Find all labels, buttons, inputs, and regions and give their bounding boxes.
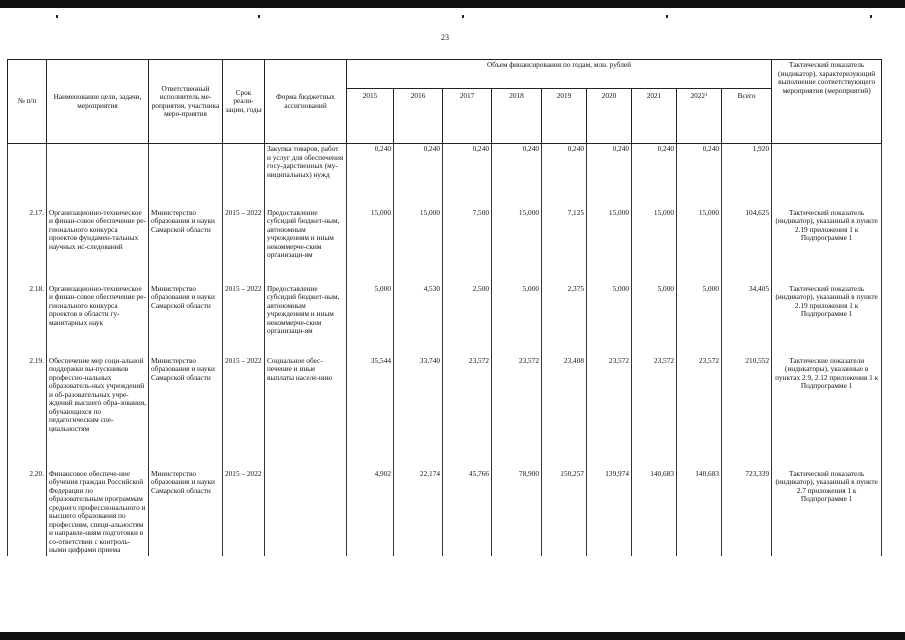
row-name: Обеспечение мер соци-альной поддержки вы-пускников профессио-нальных образователь-ных учреждений и об-разовательных учре-ждений высшего обра-зования, обучающихся по педагогическим спе-циальностям	[47, 356, 149, 469]
financing-table	[7, 59, 882, 556]
row-value: 4,530	[394, 284, 443, 356]
row-term: 2015 – 2022	[223, 208, 265, 284]
header-indicator: Тактический показатель (индикатор), характеризующий выполнение соответствующего мероприятия (мероприятий)	[772, 60, 882, 144]
row-value: 0,240	[677, 144, 722, 208]
row-value: 0,240	[632, 144, 677, 208]
row-responsible: Министерство образования и науки Самарской области	[149, 469, 223, 556]
row-value: 15,000	[394, 208, 443, 284]
row-form: Социальное обес-печение и иные выплаты населе-нию	[265, 356, 347, 469]
row-responsible: Министерство образования и науки Самарской области	[149, 284, 223, 356]
row-indicator: Тактические показатели (индикаторы), указанные в пунктах 2.9, 2.12 приложения 1 к Подпрограмме 1	[772, 356, 882, 469]
table-row	[8, 469, 882, 556]
header-term: Срок реали-зации, годы	[223, 60, 265, 144]
row-value: 15,000	[587, 208, 632, 284]
row-name: Финансовое обеспече-ние обучения граждан Российской Федерации по образовательным программам среднего профессионального и высшего образования по профессиям, специ-альностям и направле-ниям подготовки в со-ответствии с контроль-ными цифрами приема	[47, 469, 149, 556]
row-number: 2.19.	[8, 356, 47, 469]
row-value: 15,000	[677, 208, 722, 284]
row-total: 723,339	[722, 469, 772, 556]
row-value: 7,500	[443, 208, 492, 284]
row-number	[8, 144, 47, 208]
page-number: 23	[441, 33, 449, 42]
scan-speck	[462, 15, 464, 18]
row-value: 0,240	[394, 144, 443, 208]
scan-speck	[666, 15, 668, 18]
row-value: 139,974	[587, 469, 632, 556]
row-form: Закупка товаров, работ и услуг для обеспечения госу-дарственных (му-ниципальных) нужд	[265, 144, 347, 208]
row-value: 0,240	[492, 144, 542, 208]
row-value: 78,900	[492, 469, 542, 556]
row-value: 23,572	[443, 356, 492, 469]
row-value: 23,572	[632, 356, 677, 469]
header-year: 2018	[492, 89, 542, 144]
row-term: 2015 – 2022	[223, 356, 265, 469]
footnote-marker: 1	[705, 93, 708, 98]
header-year: 2015	[347, 89, 394, 144]
header-funding: Объем финансирования по годам, млн. рублей	[347, 60, 772, 89]
header-year: 2017	[443, 89, 492, 144]
header-year: 2021	[632, 89, 677, 144]
row-form: Предоставление субсидий бюджет-ным, автономным учреждениям и иным некоммерче-ским организаци-ям	[265, 284, 347, 356]
row-term: 2015 – 2022	[223, 469, 265, 556]
row-value: 2,500	[443, 284, 492, 356]
row-term	[223, 144, 265, 208]
header-total: Всего	[722, 89, 772, 144]
row-value: 23,572	[587, 356, 632, 469]
row-responsible: Министерство образования и науки Самарской области	[149, 356, 223, 469]
row-value: 5,000	[347, 284, 394, 356]
header-name: Наименование цели, задачи, мероприятия	[47, 60, 149, 144]
scan-speck	[870, 15, 872, 18]
header-year: 2020	[587, 89, 632, 144]
row-value: 23,572	[677, 356, 722, 469]
row-value: 0,240	[542, 144, 587, 208]
row-responsible	[149, 144, 223, 208]
row-total: 210,552	[722, 356, 772, 469]
row-value: 140,683	[677, 469, 722, 556]
row-number: 2.20.	[8, 469, 47, 556]
row-value: 0,240	[587, 144, 632, 208]
row-value: 5,000	[632, 284, 677, 356]
row-value: 7,125	[542, 208, 587, 284]
row-indicator: Тактический показатель (индикатор), указанный в пункте 2.19 приложения 1 к Подпрограмме 1	[772, 284, 882, 356]
row-value: 23,408	[542, 356, 587, 469]
row-form	[265, 469, 347, 556]
header-responsible: Ответственный исполнитель ме-роприятия, участника меро-приятия	[149, 60, 223, 144]
row-name: Организационно-техническое и финан-совое обеспечение ре-гионального конкурса проектов фундамен-тальных научных ис-следований	[47, 208, 149, 284]
row-value: 15,000	[492, 208, 542, 284]
row-value: 45,766	[443, 469, 492, 556]
header-num: № п/п	[8, 60, 47, 144]
row-value: 22,174	[394, 469, 443, 556]
table-row	[8, 208, 882, 284]
bottom-scan-border	[0, 632, 905, 640]
row-value: 0,240	[443, 144, 492, 208]
row-total: 34,405	[722, 284, 772, 356]
header-year: 2019	[542, 89, 587, 144]
row-value: 35,544	[347, 356, 394, 469]
row-responsible: Министерство образования и науки Самарской области	[149, 208, 223, 284]
row-value: 0,240	[347, 144, 394, 208]
scan-speck	[56, 15, 58, 18]
row-term: 2015 – 2022	[223, 284, 265, 356]
row-indicator: Тактический показатель (индикатор), указанный в пункте 2.7 приложения 1 к Подпрограмме 1	[772, 469, 882, 556]
row-form: Предоставление субсидий бюджет-ным, автономным учреждениям и иным некоммерче-ским организаци-ям	[265, 208, 347, 284]
row-value: 140,683	[632, 469, 677, 556]
row-value: 15,000	[632, 208, 677, 284]
row-indicator: Тактический показатель (индикатор), указанный в пункте 2.19 приложения 1 к Подпрограмме 1	[772, 208, 882, 284]
top-scan-border	[0, 0, 905, 8]
row-total: 104,625	[722, 208, 772, 284]
year-2022-label: 2022	[690, 91, 706, 100]
row-indicator	[772, 144, 882, 208]
row-name	[47, 144, 149, 208]
table-row	[8, 356, 882, 469]
table-row	[8, 284, 882, 356]
table-row	[8, 144, 882, 208]
row-value: 5,000	[492, 284, 542, 356]
row-name: Организационно-техническое и финан-совое обеспечение ре-гионального конкурса проектов в области гу-манитарных наук	[47, 284, 149, 356]
header-year: 2016	[394, 89, 443, 144]
row-value: 23,572	[492, 356, 542, 469]
scan-speck	[258, 15, 260, 18]
row-value: 5,000	[587, 284, 632, 356]
header-form: Форма бюджетных ассигнований	[265, 60, 347, 144]
row-value: 150,257	[542, 469, 587, 556]
row-total: 1,920	[722, 144, 772, 208]
row-value: 2,375	[542, 284, 587, 356]
row-value: 33,740	[394, 356, 443, 469]
row-value: 4,902	[347, 469, 394, 556]
row-number: 2.17.	[8, 208, 47, 284]
row-number: 2.18.	[8, 284, 47, 356]
row-value: 15,000	[347, 208, 394, 284]
row-value: 5,000	[677, 284, 722, 356]
header-year-2022	[677, 89, 722, 144]
